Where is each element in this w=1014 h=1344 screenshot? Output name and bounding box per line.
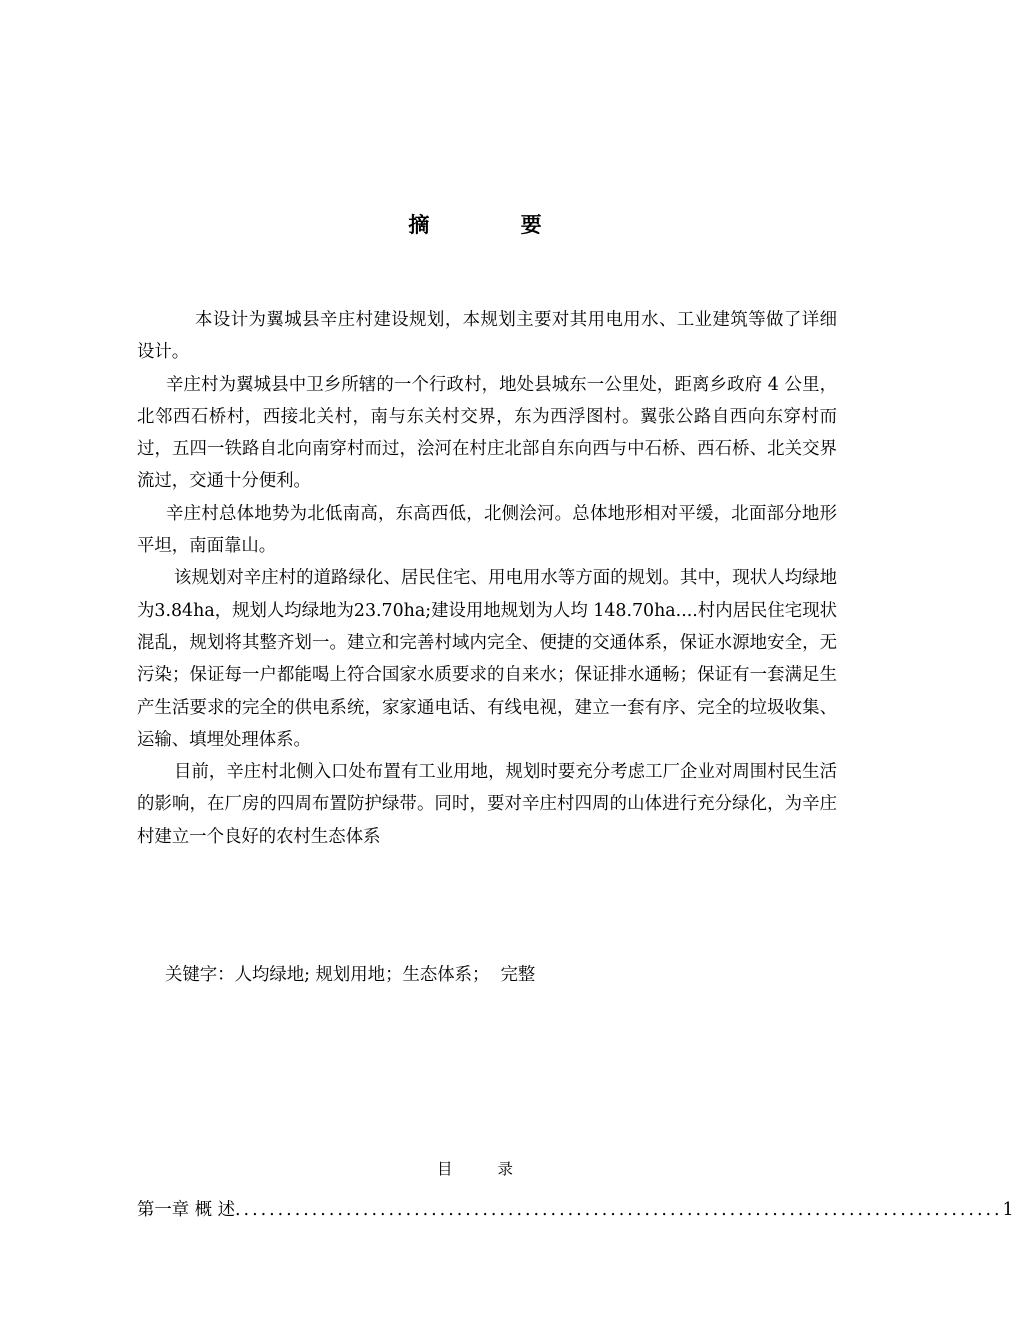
- abstract-paragraph-2: 辛庄村为翼城县中卫乡所辖的一个行政村，地处县城东一公里处，距离乡政府 4 公里，北邻西石桥村，西接北关村，南与东关村交界，东为西浮图村。翼张公路自西向东穿村而过，五四一铁路自北向南穿村而过，浍河在村庄北部自东向西与中石桥、西石桥、北关交界流过，交通十分便利。: [137, 374, 837, 492]
- keywords-line: 关键字：人均绿地; 规划用地；生态体系； 完整: [165, 965, 536, 985]
- abstract-title: 摘 要: [408, 213, 584, 237]
- abstract-paragraph-3: 辛庄村总体地势为北低南高，东高西低，北侧浍河。总体地形相对平缓，北面部分地形平坦，南面靠山。: [137, 503, 837, 557]
- abstract-paragraph-4: 该规划对辛庄村的道路绿化、居民住宅、用电用水等方面的规划。其中，现状人均绿地为3.84ha，规划人均绿地为23.70ha;建设用地规划为人均 148.70ha....村内居民住宅现状混乱，规划将其整齐划一。建立和完善村域内完全、便捷的交通体系，保证水源地安全，无污染；保证每一户都能喝上符合国家水质要求的自来水；保证排水通畅；保证有一套满足生产生活要求的完全的供电系统，家家通电话、有线电视，建立一套有序、完全的垃圾收集、运输、填埋处理体系。: [137, 568, 837, 750]
- toc-entry-label: 第一章 概 述: [137, 1200, 236, 1220]
- toc-entry-leader: ..........................................................................................: [235, 1200, 1003, 1220]
- abstract-paragraph-5: 目前，辛庄村北侧入口处布置有工业用地，规划时要充分考虑工厂企业对周围村民生活的影响，在厂房的四周布置防护绿带。同时，要对辛庄村四周的山体进行充分绿化，为辛庄村建立一个良好的农村生态体系: [137, 762, 837, 847]
- toc-entry[interactable]: [137, 1196, 1014, 1224]
- toc-entry-page: 1: [1002, 1200, 1014, 1220]
- abstract-paragraph-1: 本设计为翼城县辛庄村建设规划，本规划主要对其用电用水、工业建筑等做了详细设计。: [137, 310, 837, 363]
- abstract-body: [137, 304, 837, 853]
- toc-title: 目 录: [437, 1160, 533, 1178]
